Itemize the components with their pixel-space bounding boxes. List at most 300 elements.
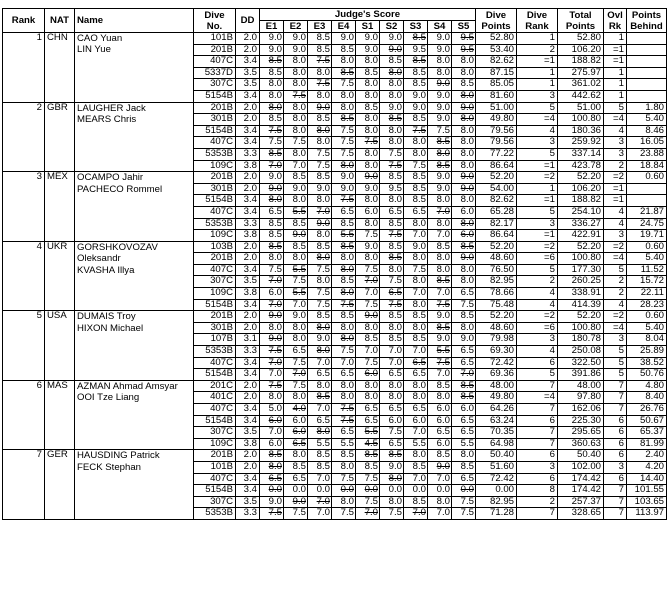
judge-score: 8.5 xyxy=(404,334,428,346)
dive-dd: 2.0 xyxy=(236,253,260,265)
judge-score: 8.5 xyxy=(308,450,332,462)
judge-score: 7.5 xyxy=(308,264,332,276)
athlete-name: KVASHA Illya xyxy=(77,264,135,276)
dive-no: 401C xyxy=(194,392,236,404)
dive-no: 109C xyxy=(194,230,236,242)
dive-points: 49.80 xyxy=(476,114,517,126)
judge-score: 7.5 xyxy=(404,160,428,172)
judge-score: 7.5 xyxy=(260,508,284,520)
dive-dd: 3.8 xyxy=(236,288,260,300)
dive-no: 201B xyxy=(194,172,236,184)
overall-rank: 3 xyxy=(604,461,627,473)
judge-score: 7.5 xyxy=(404,264,428,276)
dive-points: 82.95 xyxy=(476,276,517,288)
judge-score: 8.5 xyxy=(380,311,404,323)
dive-no: 5353B xyxy=(194,508,236,520)
header-dive-rank: Dive Rank xyxy=(517,9,558,33)
judge-score: 8.5 xyxy=(380,253,404,265)
judge-score: 8.5 xyxy=(332,241,356,253)
dive-rank: =1 xyxy=(517,160,558,172)
overall-rank: 7 xyxy=(604,496,627,508)
overall-rank: 5 xyxy=(604,346,627,358)
judge-score: 5.5 xyxy=(404,438,428,450)
judge-score: 0.0 xyxy=(380,485,404,497)
judge-score: 8.5 xyxy=(404,67,428,79)
judge-score: 8.0 xyxy=(452,218,476,230)
dive-points: 63.24 xyxy=(476,415,517,427)
total-points: 180.36 xyxy=(558,125,604,137)
dive-no: 5154B xyxy=(194,125,236,137)
judge-score: 9.0 xyxy=(380,102,404,114)
judge-score: 6.0 xyxy=(452,230,476,242)
dive-rank: 1 xyxy=(517,79,558,91)
judge-score: 7.5 xyxy=(452,299,476,311)
judge-score: 9.5 xyxy=(452,33,476,45)
judge-score: 7.0 xyxy=(308,404,332,416)
judge-score: 8.5 xyxy=(308,33,332,45)
overall-rank: 3 xyxy=(604,230,627,242)
dive-rank: 3 xyxy=(517,334,558,346)
points-behind: 0.60 xyxy=(627,311,667,323)
judge-score: 8.0 xyxy=(332,264,356,276)
dive-dd: 3.4 xyxy=(236,264,260,276)
judge-score: 8.5 xyxy=(452,79,476,91)
total-points: 338.91 xyxy=(558,288,604,300)
total-points: 106.20 xyxy=(558,183,604,195)
header-rank: Rank xyxy=(3,9,45,33)
judge-score: 8.0 xyxy=(308,253,332,265)
points-behind: 0.60 xyxy=(627,172,667,184)
points-behind: 8.40 xyxy=(627,392,667,404)
overall-rank: 4 xyxy=(604,125,627,137)
judge-score: 8.0 xyxy=(308,137,332,149)
judge-score: 8.5 xyxy=(428,137,452,149)
judge-score: 7.0 xyxy=(380,346,404,358)
dive-dd: 3.4 xyxy=(236,473,260,485)
points-behind: 0.60 xyxy=(627,241,667,253)
total-points: 100.80 xyxy=(558,253,604,265)
judge-score: 8.0 xyxy=(332,56,356,68)
judge-score: 8.0 xyxy=(356,195,380,207)
judge-score: 8.0 xyxy=(404,218,428,230)
header-dd: DD xyxy=(236,9,260,33)
judge-score: 8.5 xyxy=(332,450,356,462)
judge-score: 8.0 xyxy=(380,90,404,102)
judge-score: 8.5 xyxy=(308,392,332,404)
judge-score: 9.0 xyxy=(428,90,452,102)
overall-rank: 5 xyxy=(604,264,627,276)
total-points: 97.80 xyxy=(558,392,604,404)
dive-rank: 5 xyxy=(517,102,558,114)
overall-rank: 7 xyxy=(604,404,627,416)
judge-score: 9.0 xyxy=(356,183,380,195)
dive-dd: 3.5 xyxy=(236,427,260,439)
points-behind: 16.05 xyxy=(627,137,667,149)
team-rank: 3 xyxy=(3,172,45,242)
total-points: 188.82 xyxy=(558,195,604,207)
overall-rank: 6 xyxy=(604,415,627,427)
judge-score: 9.0 xyxy=(260,496,284,508)
dive-rank: 7 xyxy=(517,427,558,439)
judge-score: 8.0 xyxy=(404,253,428,265)
judge-score: 9.0 xyxy=(428,114,452,126)
judge-score: 8.0 xyxy=(332,496,356,508)
dive-no: 107B xyxy=(194,334,236,346)
dive-rank: 4 xyxy=(517,299,558,311)
judge-score: 8.0 xyxy=(332,90,356,102)
team-names xyxy=(75,33,194,103)
judge-score: 8.5 xyxy=(428,241,452,253)
points-behind: 28.23 xyxy=(627,299,667,311)
dive-points: 85.05 xyxy=(476,79,517,91)
dive-dd: 3.1 xyxy=(236,334,260,346)
judge-score: 6.5 xyxy=(308,369,332,381)
judge-score: 9.0 xyxy=(260,334,284,346)
judge-score: 8.0 xyxy=(260,322,284,334)
dive-no: 201B xyxy=(194,102,236,114)
dive-dd: 2.0 xyxy=(236,183,260,195)
judge-score: 8.0 xyxy=(308,276,332,288)
total-points: 414.39 xyxy=(558,299,604,311)
judge-score: 0.0 xyxy=(332,485,356,497)
judge-score: 6.0 xyxy=(284,415,308,427)
dive-points: 82.62 xyxy=(476,195,517,207)
points-behind: 15.72 xyxy=(627,276,667,288)
total-points: 100.80 xyxy=(558,114,604,126)
judge-score: 7.0 xyxy=(260,357,284,369)
total-points: 360.63 xyxy=(558,438,604,450)
total-points: 52.20 xyxy=(558,172,604,184)
dive-no: 407C xyxy=(194,404,236,416)
judge-score: 7.5 xyxy=(356,137,380,149)
judge-score: 9.5 xyxy=(452,44,476,56)
judge-score: 8.0 xyxy=(308,427,332,439)
judge-score: 7.0 xyxy=(284,369,308,381)
dive-no: 5154B xyxy=(194,369,236,381)
judge-score: 8.0 xyxy=(356,148,380,160)
header-judge-s3: S3 xyxy=(404,21,428,33)
judge-score: 8.5 xyxy=(332,218,356,230)
dive-no: 407C xyxy=(194,264,236,276)
judge-score: 5.5 xyxy=(284,264,308,276)
judge-score: 8.0 xyxy=(284,392,308,404)
dive-dd: 2.0 xyxy=(236,172,260,184)
judge-score: 7.0 xyxy=(332,357,356,369)
dive-no: 307C xyxy=(194,427,236,439)
judge-score: 8.0 xyxy=(356,218,380,230)
team-nat: GBR xyxy=(45,102,75,172)
judge-score: 8.0 xyxy=(332,392,356,404)
judge-score: 7.0 xyxy=(260,427,284,439)
judge-score: 6.5 xyxy=(452,427,476,439)
athlete-name: DUMAIS Troy xyxy=(77,311,136,323)
dive-points: 64.98 xyxy=(476,438,517,450)
dive-dd: 3.4 xyxy=(236,56,260,68)
dive-rank: =4 xyxy=(517,392,558,404)
judge-score: 9.0 xyxy=(356,311,380,323)
judge-score: 8.0 xyxy=(452,322,476,334)
judge-score: 7.0 xyxy=(428,230,452,242)
judge-score: 5.5 xyxy=(452,438,476,450)
judge-score: 7.5 xyxy=(332,404,356,416)
judge-score: 7.5 xyxy=(452,508,476,520)
dive-rank: 7 xyxy=(517,380,558,392)
judge-score: 8.5 xyxy=(404,79,428,91)
judge-score: 6.0 xyxy=(428,404,452,416)
judge-score: 8.0 xyxy=(308,90,332,102)
judge-score: 7.5 xyxy=(356,357,380,369)
judge-score: 7.5 xyxy=(332,137,356,149)
judge-score: 6.5 xyxy=(380,206,404,218)
judge-score: 8.0 xyxy=(284,195,308,207)
judge-score: 7.5 xyxy=(284,137,308,149)
judge-score: 0.0 xyxy=(452,485,476,497)
points-behind xyxy=(627,67,667,79)
judge-score: 6.5 xyxy=(404,206,428,218)
overall-rank: 7 xyxy=(604,392,627,404)
judge-score: 9.5 xyxy=(404,44,428,56)
judge-score: 7.5 xyxy=(308,148,332,160)
judge-score: 9.0 xyxy=(380,33,404,45)
dive-no: 201B xyxy=(194,44,236,56)
judge-score: 7.5 xyxy=(356,264,380,276)
judge-score: 8.5 xyxy=(356,102,380,114)
judge-score: 9.0 xyxy=(452,102,476,114)
overall-rank: =1 xyxy=(604,44,627,56)
overall-rank: 1 xyxy=(604,67,627,79)
points-behind: 5.40 xyxy=(627,253,667,265)
judge-score: 8.5 xyxy=(380,172,404,184)
total-points: 257.37 xyxy=(558,496,604,508)
judge-score: 8.5 xyxy=(404,195,428,207)
athlete-name: LAUGHER Jack xyxy=(77,102,146,114)
judge-score: 6.5 xyxy=(380,438,404,450)
dive-dd: 3.4 xyxy=(236,404,260,416)
judge-score: 9.0 xyxy=(308,334,332,346)
total-points: 51.00 xyxy=(558,102,604,114)
team-rank: 7 xyxy=(3,450,45,520)
judge-score: 6.0 xyxy=(380,415,404,427)
dive-dd: 2.0 xyxy=(236,322,260,334)
dive-no: 101B xyxy=(194,461,236,473)
judge-score: 6.5 xyxy=(452,346,476,358)
judge-score: 8.0 xyxy=(380,392,404,404)
overall-rank: 6 xyxy=(604,438,627,450)
dive-no: 109C xyxy=(194,288,236,300)
judge-score: 9.0 xyxy=(404,241,428,253)
dive-dd: 3.3 xyxy=(236,148,260,160)
judge-score: 8.5 xyxy=(260,67,284,79)
judge-score: 8.5 xyxy=(452,461,476,473)
judge-score: 8.5 xyxy=(260,241,284,253)
judge-score: 7.5 xyxy=(332,415,356,427)
judge-score: 8.5 xyxy=(380,114,404,126)
judge-score: 7.0 xyxy=(260,276,284,288)
judge-score: 7.0 xyxy=(404,288,428,300)
dive-points: 77.22 xyxy=(476,148,517,160)
dive-points: 76.50 xyxy=(476,264,517,276)
judge-score: 8.0 xyxy=(308,230,332,242)
judge-score: 8.0 xyxy=(356,125,380,137)
judge-score: 8.5 xyxy=(380,56,404,68)
total-points: 322.50 xyxy=(558,357,604,369)
total-points: 174.42 xyxy=(558,473,604,485)
total-points: 423.78 xyxy=(558,160,604,172)
overall-rank: 4 xyxy=(604,206,627,218)
judge-score: 8.0 xyxy=(308,380,332,392)
judge-score: 9.0 xyxy=(428,44,452,56)
judge-score: 8.5 xyxy=(428,322,452,334)
judge-score: 8.0 xyxy=(452,125,476,137)
points-behind: 113.97 xyxy=(627,508,667,520)
judge-score: 6.0 xyxy=(452,404,476,416)
judge-score: 0.0 xyxy=(428,485,452,497)
judge-score: 8.0 xyxy=(452,148,476,160)
overall-rank: 6 xyxy=(604,450,627,462)
judge-score: 9.0 xyxy=(404,90,428,102)
judge-score: 8.0 xyxy=(428,67,452,79)
judge-score: 8.0 xyxy=(428,218,452,230)
judge-score: 4.0 xyxy=(284,404,308,416)
judge-score: 6.0 xyxy=(452,206,476,218)
overall-rank: 2 xyxy=(604,276,627,288)
judge-score: 8.5 xyxy=(404,172,428,184)
overall-rank: 1 xyxy=(604,90,627,102)
judge-score: 9.0 xyxy=(284,183,308,195)
judge-score: 8.0 xyxy=(260,392,284,404)
total-points: 295.65 xyxy=(558,427,604,439)
judge-score: 7.5 xyxy=(380,160,404,172)
dive-rank: =1 xyxy=(517,195,558,207)
judge-score: 8.0 xyxy=(308,125,332,137)
dive-no: 5353B xyxy=(194,218,236,230)
results-body xyxy=(3,33,667,520)
dive-dd: 3.3 xyxy=(236,218,260,230)
athlete-name: LIN Yue xyxy=(77,44,111,56)
judge-score: 8.5 xyxy=(308,114,332,126)
dive-row xyxy=(3,450,667,462)
judge-score: 7.5 xyxy=(260,346,284,358)
dive-row xyxy=(3,102,667,114)
judge-score: 9.0 xyxy=(428,79,452,91)
total-points: 162.06 xyxy=(558,404,604,416)
judge-score: 8.0 xyxy=(404,148,428,160)
judge-score: 8.0 xyxy=(284,148,308,160)
judge-score: 0.0 xyxy=(308,485,332,497)
judge-score: 9.0 xyxy=(284,44,308,56)
team-names xyxy=(75,102,194,172)
judge-score: 7.0 xyxy=(452,369,476,381)
judge-score: 8.0 xyxy=(332,253,356,265)
total-points: 422.91 xyxy=(558,230,604,242)
points-behind: 4.80 xyxy=(627,380,667,392)
dive-points: 79.56 xyxy=(476,137,517,149)
athlete-name: PACHECO Rommel xyxy=(77,183,163,195)
judge-score: 6.0 xyxy=(356,206,380,218)
judge-score: 9.0 xyxy=(452,183,476,195)
judge-score: 0.0 xyxy=(260,485,284,497)
judge-score: 9.0 xyxy=(356,241,380,253)
dive-no: 201B xyxy=(194,311,236,323)
judge-score: 7.5 xyxy=(308,299,332,311)
judge-score: 7.0 xyxy=(356,276,380,288)
points-behind: 11.52 xyxy=(627,264,667,276)
points-behind: 24.75 xyxy=(627,218,667,230)
total-points: 337.14 xyxy=(558,148,604,160)
team-nat: UKR xyxy=(45,241,75,311)
dive-rank: 7 xyxy=(517,508,558,520)
dive-rank: 5 xyxy=(517,264,558,276)
dive-dd: 3.5 xyxy=(236,276,260,288)
judge-score: 6.5 xyxy=(284,438,308,450)
judge-score: 5.0 xyxy=(260,404,284,416)
judge-score: 6.5 xyxy=(452,415,476,427)
judge-score: 8.0 xyxy=(284,450,308,462)
dive-rank: 2 xyxy=(517,276,558,288)
judge-score: 6.0 xyxy=(260,415,284,427)
overall-rank: 3 xyxy=(604,137,627,149)
judge-score: 7.5 xyxy=(356,496,380,508)
judge-score: 7.5 xyxy=(332,346,356,358)
points-behind: 81.99 xyxy=(627,438,667,450)
dive-no: 407C xyxy=(194,56,236,68)
dive-no: 5154B xyxy=(194,195,236,207)
judge-score: 8.0 xyxy=(452,90,476,102)
judge-score: 9.0 xyxy=(428,311,452,323)
dive-rank: =2 xyxy=(517,311,558,323)
judge-score: 8.5 xyxy=(452,392,476,404)
judge-score: 7.0 xyxy=(404,508,428,520)
judge-score: 7.5 xyxy=(260,137,284,149)
judge-score: 9.0 xyxy=(428,461,452,473)
dive-rank: =2 xyxy=(517,241,558,253)
overall-rank: =1 xyxy=(604,56,627,68)
judge-score: 8.5 xyxy=(452,241,476,253)
total-points: 259.92 xyxy=(558,137,604,149)
judge-score: 8.0 xyxy=(332,160,356,172)
judge-score: 7.0 xyxy=(308,473,332,485)
overall-rank: =2 xyxy=(604,241,627,253)
judge-score: 8.0 xyxy=(452,67,476,79)
dive-rank: 2 xyxy=(517,496,558,508)
total-points: 102.00 xyxy=(558,461,604,473)
judge-score: 8.0 xyxy=(356,114,380,126)
overall-rank: 6 xyxy=(604,427,627,439)
judge-score: 7.5 xyxy=(332,473,356,485)
judge-score: 8.5 xyxy=(404,311,428,323)
judge-score: 8.5 xyxy=(428,160,452,172)
athlete-name: CAO Yuan xyxy=(77,33,123,44)
dive-dd: 3.5 xyxy=(236,79,260,91)
judge-score: 9.0 xyxy=(332,33,356,45)
judge-score: 9.5 xyxy=(380,183,404,195)
dive-no: 5353B xyxy=(194,346,236,358)
judge-score: 8.0 xyxy=(260,102,284,114)
overall-rank: 5 xyxy=(604,357,627,369)
judge-score: 7.0 xyxy=(404,427,428,439)
overall-rank: 4 xyxy=(604,218,627,230)
judge-score: 8.0 xyxy=(428,392,452,404)
judge-score: 7.5 xyxy=(380,148,404,160)
total-points: 48.00 xyxy=(558,380,604,392)
judge-score: 9.0 xyxy=(260,33,284,45)
overall-rank: 3 xyxy=(604,148,627,160)
dive-rank: 5 xyxy=(517,148,558,160)
points-behind: 21.87 xyxy=(627,206,667,218)
total-points: 328.65 xyxy=(558,508,604,520)
team-nat: USA xyxy=(45,311,75,381)
team-rank: 5 xyxy=(3,311,45,381)
